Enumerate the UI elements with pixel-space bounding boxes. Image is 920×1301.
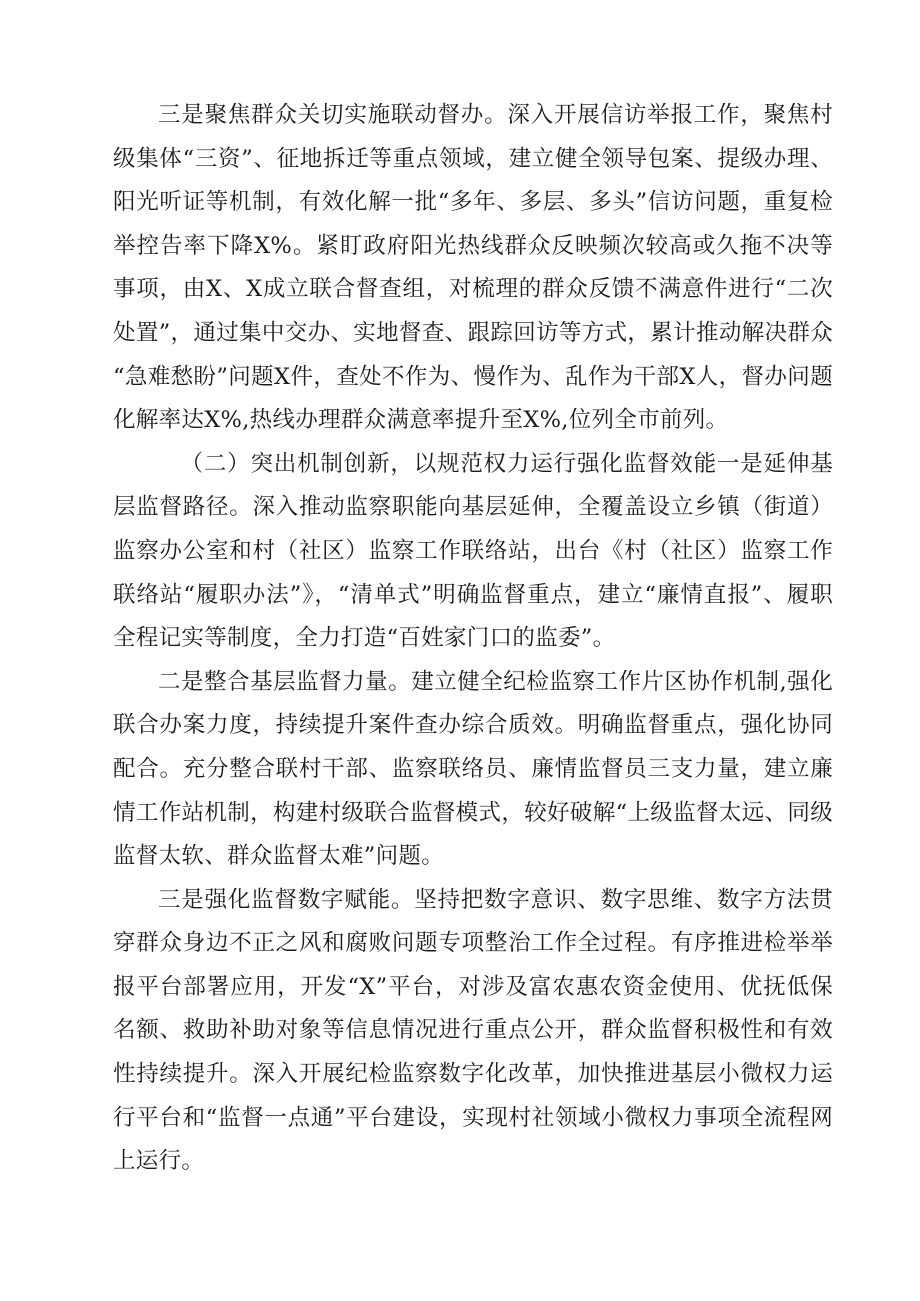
paragraph-mechanism-innovation: （二）突出机制创新，以规范权力运行强化监督效能一是延伸基层监督路径。深入推动监察职能向基层延伸，全覆盖设立乡镇（街道）监察办公室和村（社区）监察工作联络站，出台《村（社区）监察工作联络站“履职办法”》，“清单式”明确监督重点，建立“廉情直报”、履职全程记实等制度，全力打造“百姓家门口的监委”。 [113, 450, 833, 652]
paragraph-integrate-supervision-forces: 二是整合基层监督力量。建立健全纪检监察工作片区协作机制,强化联合办案力度，持续提升案件查办综合质效。明确监督重点，强化协同配合。充分整合联村干部、监察联络员、廉情监督员三支力量，建立廉情工作站机制，构建村级联合监督模式，较好破解“上级监督太远、同级监督太软、群众监督太难”问题。 [113, 668, 833, 870]
paragraph-joint-supervision: 三是聚焦群众关切实施联动督办。深入开展信访举报工作，聚焦村级集体“三资”、征地拆迁等重点领域，建立健全领导包案、提级办理、阳光听证等机制，有效化解一批“多年、多层、多头”信访问题，重复检举控告率下降X%。紧盯政府阳光热线群众反映频次较高或久拖不决等事项，由X、X成立联合督查组，对梳理的群众反馈不满意件进行“二次处置”，通过集中交办、实地督查、跟踪回访等方式，累计推动解决群众“急难愁盼”问题X件，查处不作为、慢作为、乱作为干部X人，督办问题化解率达X%,热线办理群众满意率提升至X%,位列全市前列。 [113, 102, 833, 434]
paragraph-digital-empowerment: 三是强化监督数字赋能。坚持把数字意识、数字思维、数字方法贯穿群众身边不正之风和腐败问题专项整治工作全过程。有序推进检举举报平台部署应用，开发“X”平台，对涉及富农惠农资金使用、优抚低保名额、救助补助对象等信息情况进行重点公开，群众监督积极性和有效性持续提升。深入开展纪检监察数字化改革，加快推进基层小微权力运行平台和“监督一点通”平台建设，实现村社领域小微权力事项全流程网上运行。 [113, 886, 833, 1175]
document-body [113, 94, 833, 1184]
